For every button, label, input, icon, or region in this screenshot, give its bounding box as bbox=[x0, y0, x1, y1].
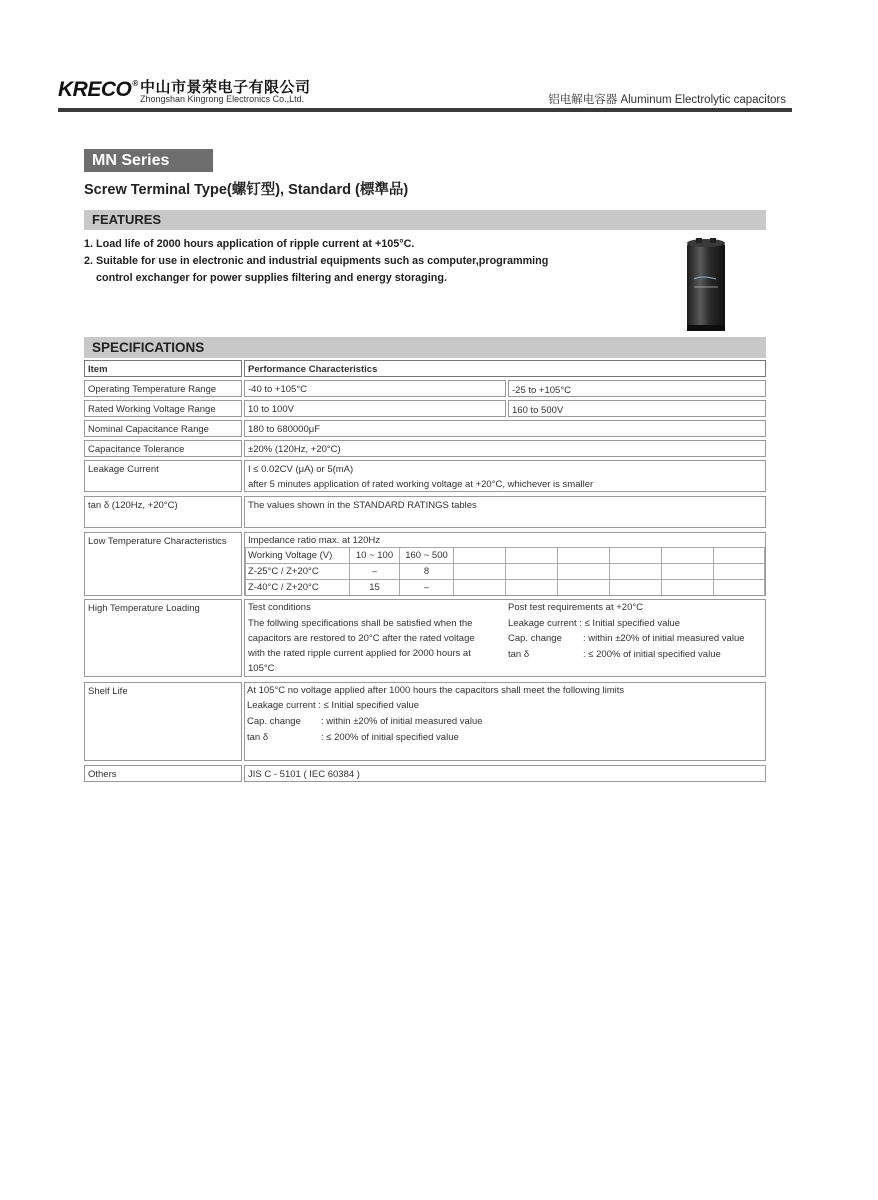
spec-label: Others bbox=[84, 765, 242, 782]
spec-label: Capacitance Tolerance bbox=[84, 440, 242, 457]
impedance-cell-empty bbox=[505, 563, 557, 579]
company-name-en: Zhongshan Kingrong Electronics Co.,Ltd. bbox=[140, 94, 305, 104]
impedance-cell: – bbox=[399, 579, 453, 595]
features-list bbox=[84, 236, 548, 287]
spec-label: tan δ (120Hz, +20°C) bbox=[84, 496, 242, 528]
impedance-cell-empty bbox=[505, 579, 557, 595]
impedance-cell-empty bbox=[557, 547, 609, 563]
shelf-life-line: Leakage current : ≤ Initial specified value bbox=[247, 700, 420, 711]
impedance-intro: Impedance ratio max. at 120Hz bbox=[248, 535, 381, 546]
spec-value: 160 to 500V bbox=[508, 400, 766, 417]
impedance-cell: Working Voltage (V) bbox=[245, 547, 349, 563]
specifications-heading: SPECIFICATIONS bbox=[84, 337, 766, 358]
spec-row-operating-temperature bbox=[84, 380, 766, 397]
spec-value: -40 to +105°C bbox=[244, 380, 506, 397]
test-conditions-line: Test conditions bbox=[248, 602, 311, 613]
impedance-cell: 15 bbox=[349, 579, 399, 595]
impedance-cell-empty bbox=[453, 547, 505, 563]
shelf-life-cap-value: : within ±20% of initial measured value bbox=[321, 716, 483, 727]
capacitor-product-image bbox=[686, 237, 726, 332]
impedance-grid bbox=[247, 547, 763, 595]
impedance-cell-empty bbox=[609, 547, 661, 563]
impedance-cell-empty bbox=[609, 579, 661, 595]
spec-label: Low Temperature Characteristics bbox=[84, 532, 242, 596]
test-conditions-line: 105°C bbox=[248, 663, 275, 674]
spec-row-high-temperature-loading bbox=[84, 599, 766, 677]
features-heading: FEATURES bbox=[84, 210, 766, 230]
impedance-cell-empty bbox=[661, 563, 713, 579]
header-divider bbox=[58, 108, 792, 112]
spec-row-low-temperature bbox=[84, 532, 766, 596]
shelf-life-line: At 105°C no voltage applied after 1000 hours the capacitors shall meet the following limits bbox=[247, 685, 625, 696]
page-header bbox=[58, 74, 792, 112]
post-test-cap-label: Cap. change bbox=[508, 633, 562, 644]
spec-value: 10 to 100V bbox=[244, 400, 506, 417]
spec-label: High Temperature Loading bbox=[84, 599, 242, 677]
shelf-life-cap-label: Cap. change bbox=[247, 716, 301, 727]
column-header-performance: Performance Characteristics bbox=[244, 360, 766, 377]
spec-label: Leakage Current bbox=[84, 460, 242, 492]
test-conditions-line: The follwing specifications shall be satisfied when the bbox=[248, 618, 473, 629]
post-test-cap-value: : within ±20% of initial measured value bbox=[583, 633, 745, 644]
impedance-cell-empty bbox=[453, 579, 505, 595]
impedance-cell: Z-40°C / Z+20°C bbox=[245, 579, 349, 595]
spec-value: JIS C - 5101 ( IEC 60384 ) bbox=[244, 765, 766, 782]
spec-value bbox=[244, 599, 766, 677]
impedance-cell-empty bbox=[453, 563, 505, 579]
test-conditions-line: capacitors are restored to 20°C after the rated voltage bbox=[248, 633, 475, 644]
spec-label: Nominal Capacitance Range bbox=[84, 420, 242, 437]
post-test-title: Post test requirements at +20°C bbox=[508, 602, 644, 613]
brand-logo: KRECO® bbox=[58, 78, 138, 101]
spec-label: Rated Working Voltage Range bbox=[84, 400, 242, 417]
test-conditions-line: with the rated ripple current applied for 2000 hours at bbox=[248, 648, 471, 659]
series-subtitle: Screw Terminal Type(螺钉型), Standard (標準品) bbox=[84, 182, 409, 198]
spec-value: 180 to 680000μF bbox=[244, 420, 766, 437]
spec-value bbox=[244, 460, 766, 492]
impedance-cell-empty bbox=[713, 547, 765, 563]
impedance-cell-empty bbox=[505, 547, 557, 563]
impedance-cell-empty bbox=[713, 563, 765, 579]
spec-header-row bbox=[84, 360, 766, 377]
impedance-cell-empty bbox=[609, 563, 661, 579]
spec-value-line: I ≤ 0.02CV (μA) or 5(mA) bbox=[248, 464, 354, 475]
spec-value: ±20% (120Hz, +20°C) bbox=[244, 440, 766, 457]
spec-value bbox=[244, 682, 766, 761]
spec-row-tan-delta bbox=[84, 496, 766, 528]
feature-item: control exchanger for power supplies filtering and energy storaging. bbox=[96, 272, 447, 284]
post-test-leakage: Leakage current : ≤ Initial specified value bbox=[508, 618, 681, 629]
spec-row-leakage-current bbox=[84, 460, 766, 492]
spec-value: The values shown in the STANDARD RATINGS tables bbox=[244, 496, 766, 528]
spec-label: Shelf Life bbox=[84, 682, 242, 761]
feature-item: 1. Load life of 2000 hours application of ripple current at +105°C. bbox=[84, 238, 415, 250]
impedance-cell-empty bbox=[661, 579, 713, 595]
column-header-item: Item bbox=[84, 360, 242, 377]
impedance-cell: 10 ~ 100 bbox=[349, 547, 399, 563]
impedance-cell-empty bbox=[557, 563, 609, 579]
spec-row-capacitance-range bbox=[84, 420, 766, 437]
impedance-ratio-table bbox=[244, 532, 766, 596]
impedance-cell: – bbox=[349, 563, 399, 579]
spec-value: -25 to +105°C bbox=[508, 380, 766, 397]
impedance-cell-empty bbox=[713, 579, 765, 595]
series-title: MN Series bbox=[84, 149, 213, 172]
shelf-life-tan-label: tan δ bbox=[247, 732, 269, 743]
feature-item: 2. Suitable for use in electronic and industrial equipments such as computer,programming bbox=[84, 255, 549, 267]
impedance-cell: 160 ~ 500 bbox=[399, 547, 453, 563]
spec-row-rated-voltage bbox=[84, 400, 766, 417]
impedance-cell-empty bbox=[557, 579, 609, 595]
spec-value-line: after 5 minutes application of rated working voltage at +20°C, whichever is smaller bbox=[248, 479, 594, 490]
impedance-cell: Z-25°C / Z+20°C bbox=[245, 563, 349, 579]
spec-row-shelf-life bbox=[84, 682, 766, 761]
spec-label: Operating Temperature Range bbox=[84, 380, 242, 397]
post-test-tan-label: tan δ bbox=[508, 649, 530, 660]
shelf-life-tan-value: : ≤ 200% of initial specified value bbox=[321, 732, 459, 743]
impedance-cell: 8 bbox=[399, 563, 453, 579]
post-test-tan-value: : ≤ 200% of initial specified value bbox=[583, 649, 721, 660]
document-category: 铝电解电容器 Aluminum Electrolytic capacitors bbox=[548, 94, 786, 106]
impedance-cell-empty bbox=[661, 547, 713, 563]
spec-row-others bbox=[84, 765, 766, 782]
spec-row-capacitance-tolerance bbox=[84, 440, 766, 457]
company-name-cn: 中山市景荣电子有限公司 bbox=[140, 78, 311, 96]
